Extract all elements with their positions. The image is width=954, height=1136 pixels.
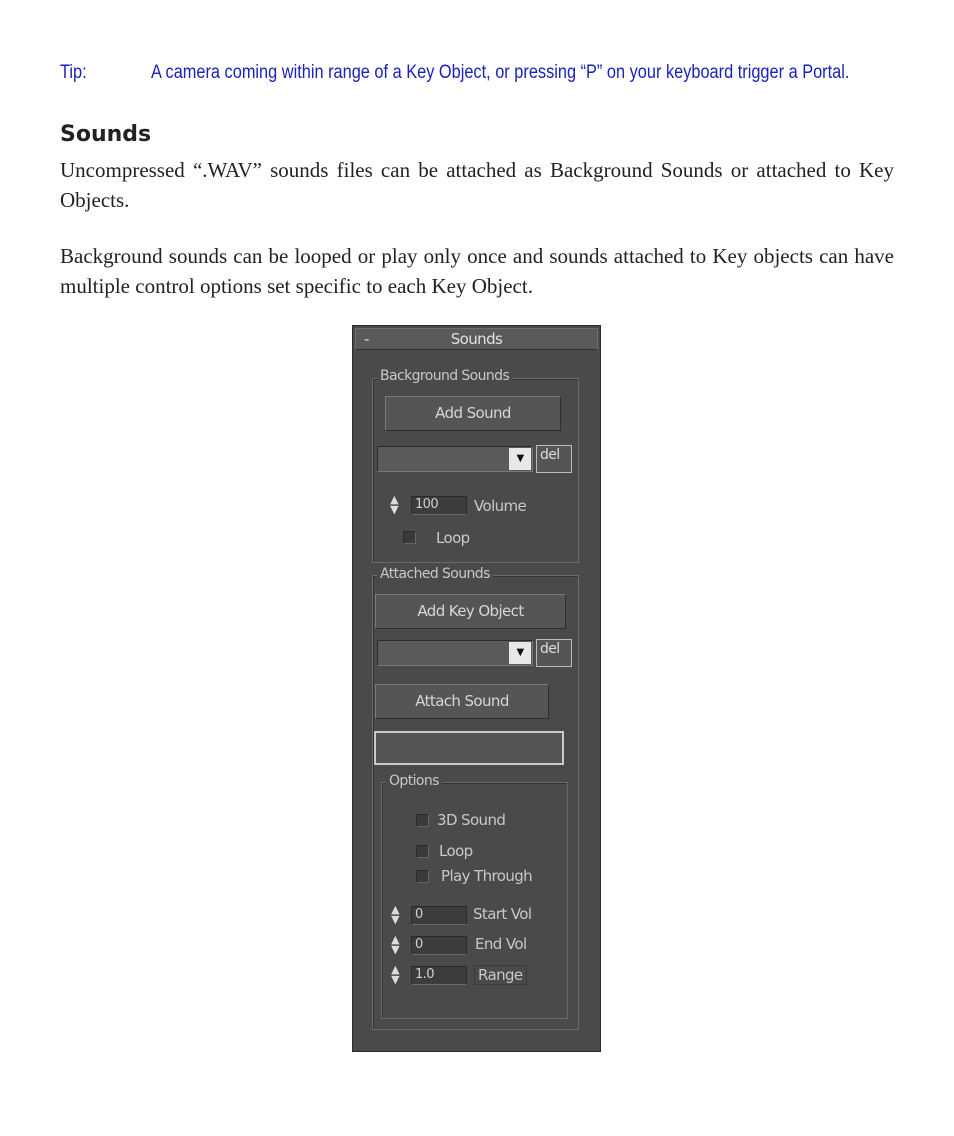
paragraph-2: Background sounds can be looped or play only once and sounds attached to Key objects can have multiple control options set specific to each Key Object.	[60, 244, 894, 298]
tip-label: Tip:	[60, 62, 87, 83]
attach-sound-button[interactable]: Attach Sound	[375, 684, 549, 719]
options-legend: Options	[386, 773, 442, 789]
paragraph-1: Uncompressed “.WAV” sounds files can be attached as Background Sounds or attached to Key Objects.	[60, 158, 894, 212]
background-sounds-legend: Background Sounds	[377, 368, 512, 384]
attached-sounds-legend: Attached Sounds	[377, 566, 493, 582]
range-label: Range	[474, 965, 527, 985]
key-object-dropdown[interactable]	[377, 640, 533, 666]
attached-sound-name-field[interactable]	[374, 731, 564, 765]
play-through-checkbox[interactable]	[416, 870, 429, 883]
add-key-object-button[interactable]: Add Key Object	[375, 594, 566, 629]
3d-sound-checkbox[interactable]	[416, 814, 429, 827]
bg-loop-checkbox[interactable]	[403, 531, 416, 544]
chevron-down-icon[interactable]: ▼	[509, 642, 531, 664]
options-loop-checkbox[interactable]	[416, 845, 429, 858]
sounds-panel	[352, 325, 601, 1052]
start-vol-spinner-arrows-icon[interactable]: ▲ ▼	[391, 903, 399, 926]
chevron-down-icon[interactable]: ▼	[509, 448, 531, 470]
background-del-button[interactable]: del	[536, 445, 572, 473]
3d-sound-label: 3D Sound	[437, 811, 506, 829]
range-spinner-arrows-icon[interactable]: ▲ ▼	[391, 963, 399, 986]
background-sound-dropdown[interactable]	[377, 446, 533, 472]
panel-title: Sounds	[450, 330, 503, 348]
end-vol-spinner-arrows-icon[interactable]: ▲ ▼	[391, 933, 399, 956]
play-through-label: Play Through	[441, 867, 533, 885]
panel-titlebar[interactable]	[355, 328, 598, 350]
end-vol-label: End Vol	[475, 935, 527, 953]
range-field[interactable]: 1.0	[411, 966, 467, 985]
volume-spinner-arrows-icon[interactable]: ▲ ▼	[390, 493, 398, 516]
start-vol-field[interactable]: 0	[411, 906, 467, 925]
volume-label: Volume	[474, 497, 527, 515]
start-vol-label: Start Vol	[473, 905, 532, 923]
end-vol-field[interactable]: 0	[411, 936, 467, 955]
attached-del-button[interactable]: del	[536, 639, 572, 667]
collapse-icon[interactable]: -	[364, 330, 369, 348]
tip-text: A camera coming within range of a Key Object, or pressing “P” on your keyboard trigger a Portal.	[151, 62, 850, 83]
add-sound-button[interactable]: Add Sound	[385, 396, 561, 431]
section-heading: Sounds	[60, 122, 152, 147]
options-loop-label: Loop	[439, 842, 473, 860]
bg-loop-label: Loop	[436, 529, 470, 547]
volume-field[interactable]: 100	[411, 496, 467, 515]
